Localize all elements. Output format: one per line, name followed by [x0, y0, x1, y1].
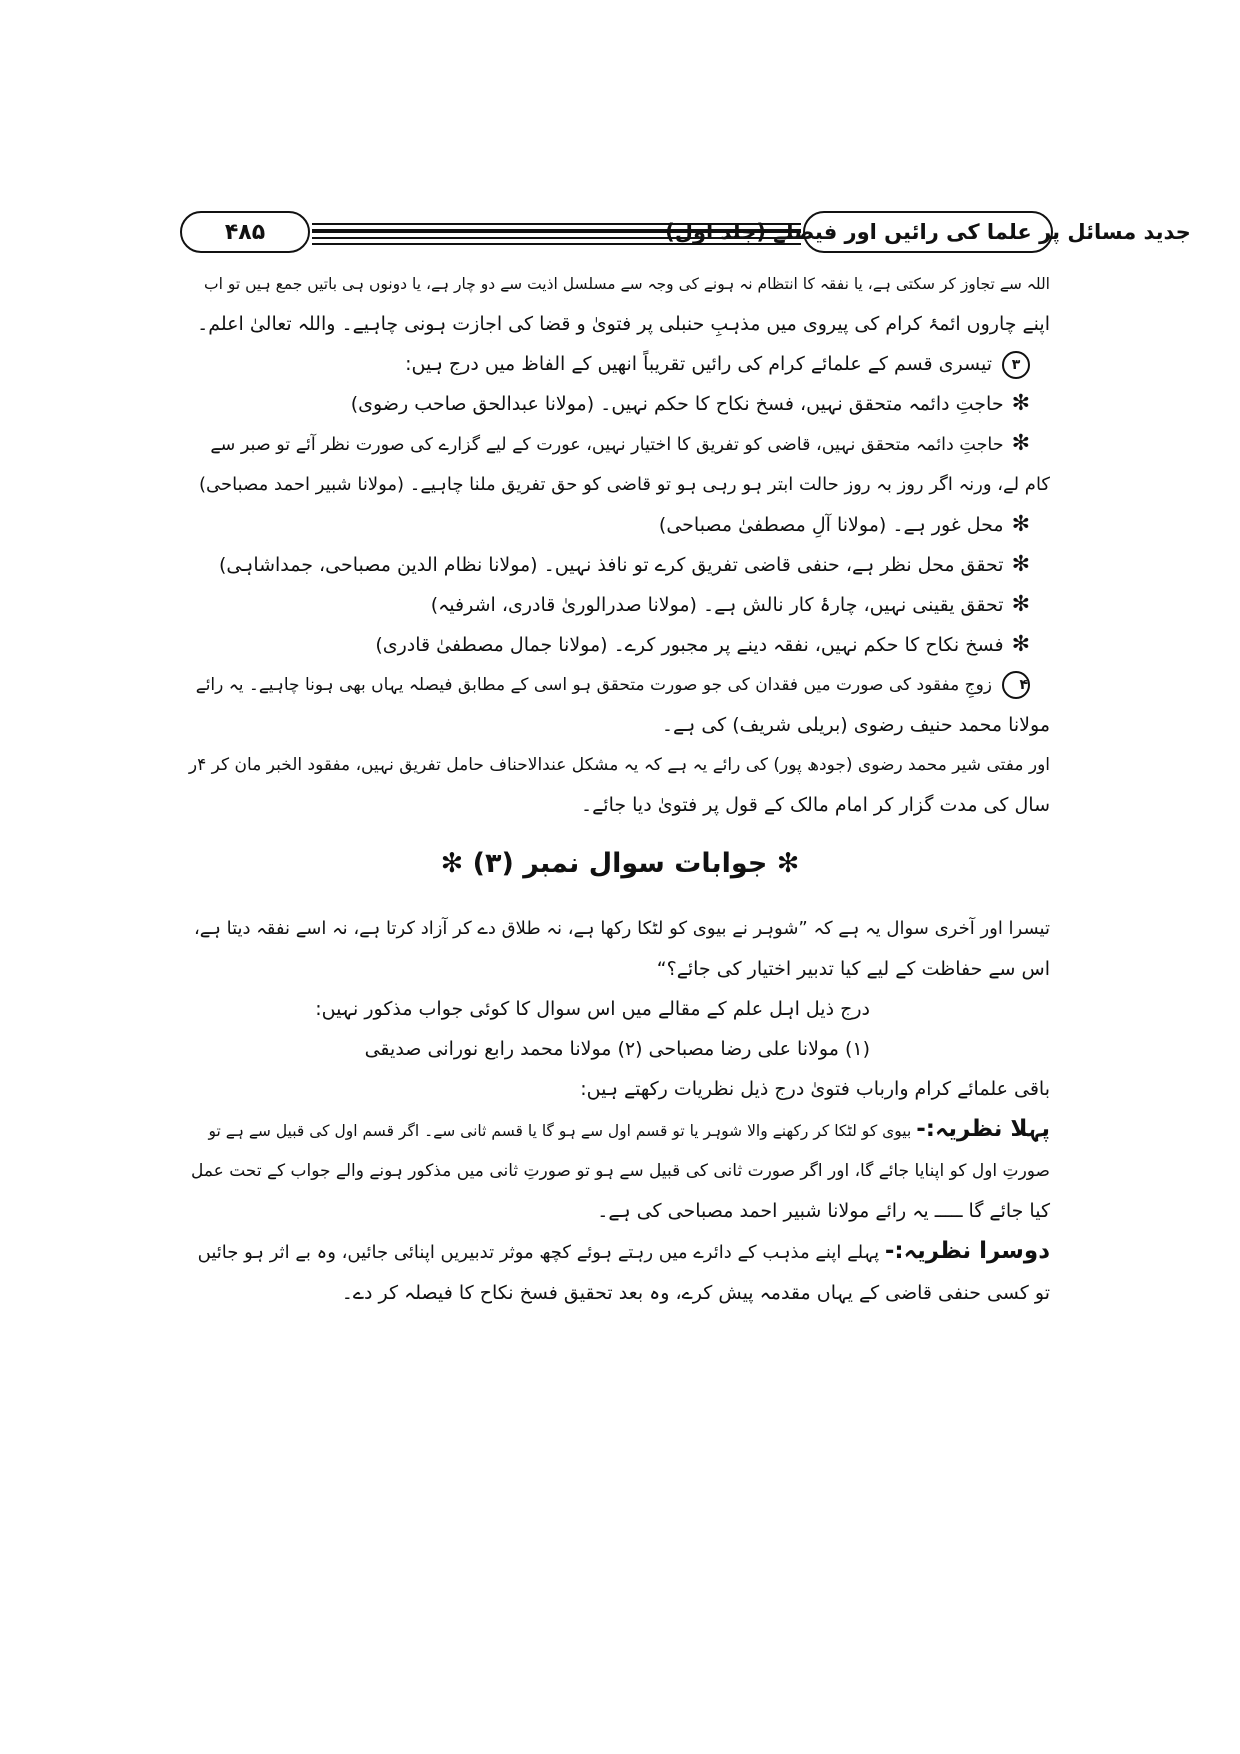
starred-item — [190, 505, 1050, 545]
viewpoint-paragraph — [190, 1109, 1050, 1151]
paragraph: صورتِ اول کو اپنایا جائے گا، اور اگر صورت ثانی کی قبیل سے ہو تو صورتِ ثانی میں مذکور ہونے والے جواب کے تحت عمل — [190, 1161, 1050, 1181]
viewpoint-label: دوسرا نظریہ:- — [884, 1238, 1050, 1264]
starred-item — [190, 384, 1050, 424]
numbered-paragraph — [190, 344, 1050, 384]
item-text: حاجتِ دائمہ متحقق نہیں، قاضی کو تفریق کا اختیار نہیں، عورت کے لیے گزارے کی صورت نظر آئے تو صبر سے — [210, 435, 1004, 455]
paragraph-text: تیسری قسم کے علمائے کرام کی رائیں تقریباً انھیں کے الفاظ میں درج ہیں: — [405, 353, 992, 375]
numbered-paragraph — [190, 665, 1050, 705]
paragraph-text: زوجِ مفقود کی صورت میں فقدان کی جو صورت متحقق ہو اسی کے مطابق فیصلہ یہاں بھی ہونا چاہیے۔ یہ رائے — [195, 675, 992, 695]
paragraph: باقی علمائے کرام وارباب فتویٰ درج ذیل نظریات رکھتے ہیں: — [580, 1078, 1050, 1100]
viewpoint-paragraph — [190, 1231, 1050, 1273]
paragraph: (۱) مولانا علی رضا مصباحی (۲) مولانا محمد رابع نورانی صدیقی — [364, 1038, 870, 1060]
starred-item — [190, 585, 1050, 625]
item-text: فسخ نکاح کا حکم نہیں، نفقہ دینے پر مجبور کرے۔ (مولانا جمال مصطفیٰ قادری) — [375, 634, 1004, 656]
page-number: ۴۸۵ — [180, 211, 310, 253]
circled-number: ۴ — [1002, 671, 1030, 699]
paragraph: تو کسی حنفی قاضی کے یہاں مقدمہ پیش کرے، وہ بعد تحقیق فسخ نکاح کا فیصلہ کر دے۔ — [341, 1282, 1050, 1304]
paragraph-text: بیوی کو لٹکا کر رکھنے والا شوہر یا تو قسم اول سے ہو گا یا قسم ثانی سے۔ اگر قسم اول کی قبیل سے ہے تو — [208, 1122, 912, 1140]
star-bullet-icon: ✻ — [1011, 632, 1030, 657]
section-heading — [190, 829, 1050, 899]
paragraph: اللہ سے تجاوز کر سکتی ہے، یا نفقہ کا انتظام نہ ہونے کی وجہ سے مسلسل اذیت سے دو چار ہے، یا دونوں ہی باتیں جمع ہیں تو اب — [204, 275, 1050, 293]
book-title: جدید مسائل پر علما کی رائیں اور فیصلے (جلد اول) — [803, 211, 1053, 253]
star-bullet-icon: ✻ — [1011, 552, 1030, 577]
star-bullet-icon: ✻ — [1011, 512, 1030, 537]
paragraph: اس سے حفاظت کے لیے کیا تدبیر اختیار کی جائے؟“ — [656, 958, 1050, 980]
item-text: حاجتِ دائمہ متحقق نہیں، فسخ نکاح کا حکم نہیں۔ (مولانا عبدالحق صاحب رضوی) — [350, 393, 1004, 415]
paragraph: درج ذیل اہل علم کے مقالے میں اس سوال کا کوئی جواب مذکور نہیں: — [315, 998, 870, 1020]
starred-item — [190, 424, 1050, 465]
page-body — [190, 264, 1050, 1313]
page-header — [180, 211, 1191, 259]
starred-item — [190, 545, 1050, 585]
paragraph: کام لے، ورنہ اگر روز بہ روز حالت ابتر ہو رہی ہو تو قاضی کو حق تفریق ملنا چاہیے۔ (مولانا شبیر احمد مصباحی) — [198, 474, 1050, 495]
paragraph: مولانا محمد حنیف رضوی (بریلی شریف) کی ہے۔ — [661, 714, 1050, 736]
circled-number: ۳ — [1002, 351, 1030, 379]
item-text: تحقق یقینی نہیں، چارۂ کار نالش ہے۔ (مولانا صدرالوریٰ قادری، اشرفیہ) — [430, 594, 1004, 616]
star-bullet-icon: ✻ — [1011, 592, 1030, 617]
star-bullet-icon: ✻ — [1011, 391, 1030, 416]
paragraph: سال کی مدت گزار کر امام مالک کے قول پر فتویٰ دیا جائے۔ — [581, 794, 1050, 816]
item-text: تحقق محل نظر ہے، حنفی قاضی تفریق کرے تو نافذ نہیں۔ (مولانا نظام الدین مصباحی، جمداشاہی) — [218, 554, 1004, 576]
starred-item — [190, 625, 1050, 665]
heading-text: جوابات سوال نمبر (۳) — [472, 848, 768, 879]
item-text: محل غور ہے۔ (مولانا آلِ مصطفیٰ مصباحی) — [658, 514, 1004, 536]
paragraph: تیسرا اور آخری سوال یہ ہے کہ ”شوہر نے بیوی کو لٹکا رکھا ہے، نہ طلاق دے کر آزاد کرتا ہے، نہ اسے نفقہ دیتا ہے، — [193, 918, 1050, 939]
paragraph-text: پہلے اپنے مذہب کے دائرے میں رہتے ہوئے کچھ موثر تدبیریں اپنائی جائیں، وہ بے اثر ہو جائیں — [197, 1242, 880, 1263]
star-icon: ✻ — [440, 848, 464, 879]
paragraph: کیا جائے گا ـــــ یہ رائے مولانا شبیر احمد مصباحی کی ہے۔ — [597, 1200, 1050, 1222]
paragraph: اور مفتی شیر محمد رضوی (جودھ پور) کی رائے یہ ہے کہ یہ مشکل عندالاحناف حامل تفریق نہیں، مفقود الخبر مان کر ۴ر — [188, 755, 1050, 775]
star-icon: ✻ — [776, 848, 800, 879]
paragraph: اپنے چاروں ائمۂ کرام کی پیروی میں مذہبِ حنبلی پر فتویٰ و قضا کی اجازت ہونی چاہیے۔ واللہ تعالیٰ اعلم۔ — [197, 313, 1050, 335]
star-bullet-icon: ✻ — [1011, 431, 1030, 456]
viewpoint-label: پہلا نظریہ:- — [916, 1116, 1050, 1142]
